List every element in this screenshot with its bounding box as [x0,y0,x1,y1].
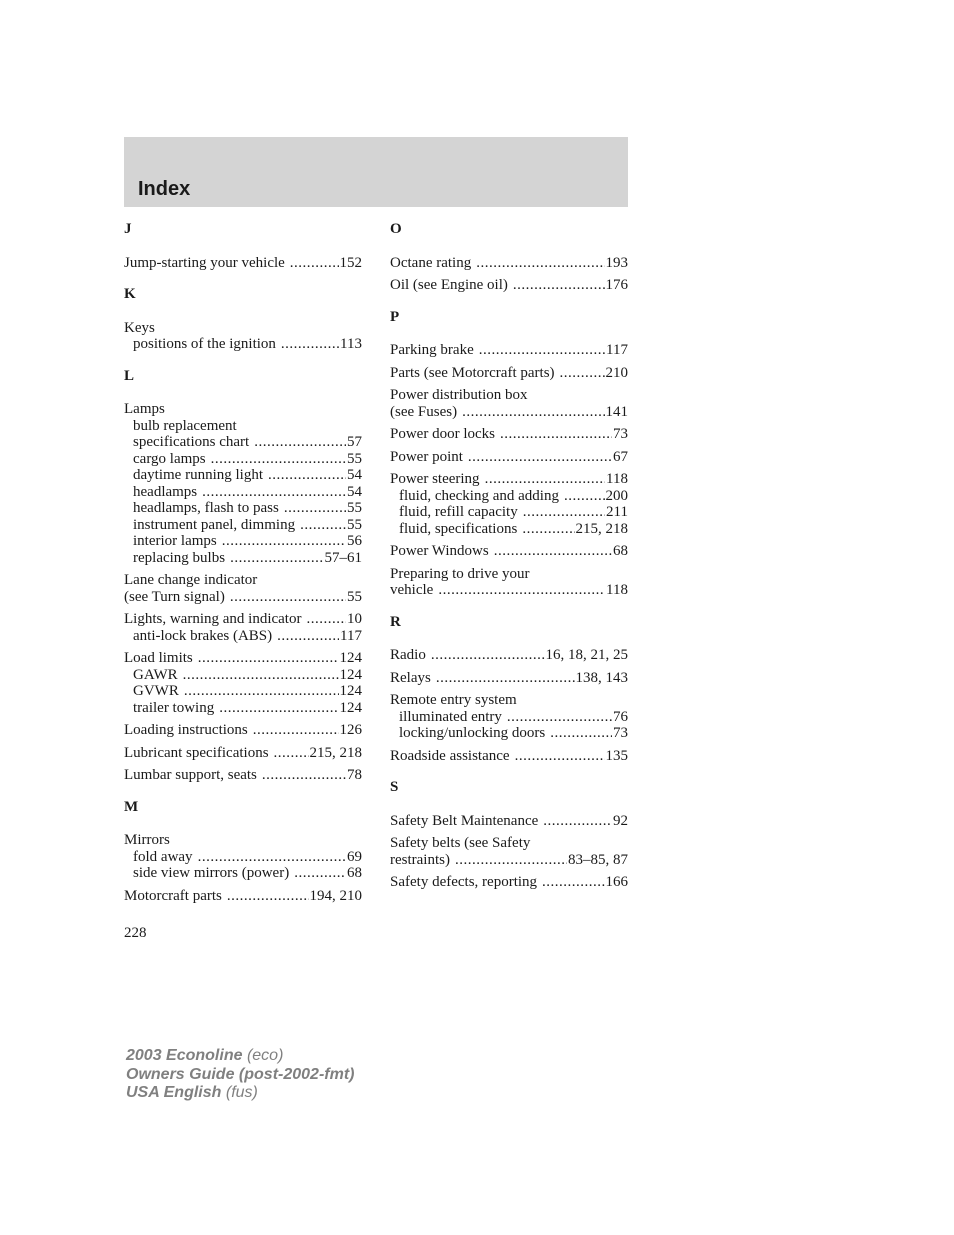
section-letter: R [390,613,401,630]
index-column-left [124,221,362,904]
index-entry [390,566,628,599]
page-reference: 124 [339,650,362,666]
page-reference: 200 [605,487,628,504]
page-reference: 56 [347,533,362,549]
index-subentry [124,628,362,645]
dot-leader [507,709,612,726]
page-reference: 55 [347,500,362,516]
index-line [390,670,628,687]
dot-leader [211,451,346,468]
dot-leader [268,467,346,484]
dot-leader [462,404,604,421]
index-section [390,779,628,891]
index-entry [390,874,628,891]
dot-leader [198,849,346,866]
index-entry [124,650,362,716]
index-line [390,404,628,421]
dot-leader [542,874,604,891]
index-entry [390,670,628,687]
entry-label: daytime running light [133,467,263,483]
dot-leader [300,517,346,534]
page-reference: 194, 210 [309,887,362,904]
entry-label: fluid, refill capacity [399,504,518,520]
dot-leader [253,722,339,739]
entry-label: anti-lock brakes (ABS) [133,627,273,644]
dot-leader [274,745,309,762]
page-reference: 10 [347,611,362,627]
index-subentry [390,709,628,726]
dot-leader [230,589,346,606]
page-reference: 215, 218 [309,744,362,761]
entry-label: Power steering [390,471,480,487]
index-line [390,582,628,599]
footer [126,1047,354,1103]
index-line [124,255,362,272]
index-entry [390,692,628,742]
entry-label: Radio [390,647,426,663]
index-subentry [124,500,362,517]
dot-leader [523,504,605,521]
index-entry [124,767,362,784]
entry-label: Safety defects, reporting [390,874,538,890]
page-reference: 55 [347,588,362,605]
index-line [390,426,628,443]
dot-leader [431,647,545,664]
dot-leader [284,500,346,517]
page-reference: 124 [339,683,362,699]
index-subentry [124,451,362,468]
header-bar [124,137,628,207]
page-reference: 67 [613,448,628,465]
dot-leader [468,449,612,466]
page-reference: 124 [339,666,362,683]
index-line [124,589,362,606]
entry-label: Jump-starting your vehicle [124,254,285,271]
index-entry [390,813,628,830]
section-letter: L [124,367,135,384]
dot-leader [438,582,605,599]
entry-label: side view mirrors (power) [133,865,290,881]
entry-label: illuminated entry [399,708,502,725]
dot-leader [494,543,612,560]
index-section [124,221,362,271]
index-entry [390,647,628,664]
dot-leader [262,767,346,784]
index-subentry [124,849,362,866]
index-subentry [124,484,362,501]
page-reference: 92 [613,812,628,829]
entry-label: Roadside assistance [390,747,510,764]
entry-label: replacing bulbs [133,549,226,566]
dot-leader [513,277,605,294]
index-line [390,748,628,765]
entry-label: fluid, checking and adding [399,487,559,504]
page-reference: 118 [606,582,628,598]
entry-label: Mirrors [124,832,170,848]
dot-leader [184,683,339,700]
entry-label: (see Turn signal) [124,588,225,605]
index-line [390,255,628,272]
page-reference: 69 [347,848,362,865]
page-reference: 141 [605,403,628,420]
index-subentry [124,700,362,717]
entry-label: Lane change indicator [124,572,258,588]
entry-label: Lumbar support, seats [124,767,257,783]
dot-leader [281,336,339,353]
page-reference: 166 [605,874,628,890]
index-section [124,368,362,784]
page-reference: 73 [613,426,628,442]
page-reference: 126 [339,722,362,738]
index-subentry [390,488,628,505]
index-entry [124,611,362,644]
dot-leader [522,521,574,538]
index-section [390,309,628,599]
dot-leader [198,650,339,667]
entry-label: Parking brake [390,342,474,358]
index-entry [124,572,362,605]
index-line [124,888,362,905]
entry-label: Lubricant specifications [124,744,269,761]
dot-leader [230,550,323,567]
index-subentry [124,467,362,484]
entry-label: interior lamps [133,533,217,549]
index-section [390,614,628,765]
index-line [124,745,362,762]
index-line [390,852,628,869]
index-section [390,221,628,294]
entry-label: Preparing to drive your [390,565,530,582]
dot-leader [436,670,575,687]
page-reference: 113 [340,336,362,352]
entry-label: Safety belts (see Safety [390,835,531,851]
section-letter: O [390,221,402,237]
dot-leader [543,813,612,830]
entry-label: Loading instructions [124,722,248,738]
index-line [390,835,628,852]
page-reference: 117 [340,627,362,644]
page-reference: 138, 143 [575,669,628,686]
index-entry [124,255,362,272]
entry-label: Lamps [124,401,165,417]
page-reference: 68 [347,865,362,881]
page-reference: 54 [347,467,362,483]
page-reference: 68 [613,543,628,559]
page-reference: 176 [605,277,628,293]
section-letter: J [124,221,132,237]
page-reference: 135 [605,747,628,764]
entry-label: vehicle [390,582,434,598]
index-line [124,832,362,849]
index-entry [390,255,628,272]
index-entry [124,401,362,566]
page-reference: 54 [347,483,362,500]
index-line [390,365,628,382]
dot-leader [294,865,346,882]
entry-label: Safety Belt Maintenance [390,812,539,829]
entry-label: locking/unlocking doors [399,725,546,741]
page-reference: 57–61 [324,549,362,566]
index-entry [390,342,628,359]
page-reference: 55 [347,516,362,533]
index-line [390,471,628,488]
index-subentry [124,550,362,567]
index-line [124,572,362,589]
page-reference: 73 [613,725,628,741]
index-subentry [390,521,628,538]
dot-leader [515,748,605,765]
entry-label: Load limits [124,650,193,666]
index-entry [390,365,628,382]
index-line [390,692,628,709]
dot-leader [476,255,604,272]
entry-label: Parts (see Motorcraft parts) [390,364,555,381]
dot-leader [254,434,346,451]
entry-label: Power Windows [390,543,489,559]
dot-leader [183,667,339,684]
index-line [390,566,628,583]
page-reference: 215, 218 [575,520,628,537]
index-line [124,320,362,337]
dot-leader [479,342,605,359]
page-title: Index [138,178,191,200]
entry-label: Remote entry system [390,692,517,708]
page-reference: 83–85, 87 [568,851,628,868]
index-entry [390,748,628,765]
page-number: 228 [124,925,147,941]
entry-label: Keys [124,319,155,336]
page-reference: 57 [347,434,362,450]
entry-label: fluid, specifications [399,520,518,537]
index-entry [124,888,362,905]
index-subentry [124,336,362,353]
footer-line: USA English (fus) [126,1084,258,1101]
footer-line: 2003 Econoline (eco) [126,1047,284,1064]
dot-leader [277,628,339,645]
index-subentry [124,517,362,534]
index-line [124,401,362,418]
index-subentry [124,434,362,451]
page-reference: 118 [606,471,628,487]
entry-label: Octane rating [390,254,472,271]
index-line [390,813,628,830]
index-entry [390,471,628,537]
dot-leader [219,700,338,717]
index-column-right [390,221,628,891]
page-reference: 76 [613,708,628,725]
entry-label: positions of the ignition [133,336,276,352]
dot-leader [290,255,339,272]
index-entry [124,745,362,762]
page-reference: 152 [339,254,362,271]
entry-label: Oil (see Engine oil) [390,277,508,293]
entry-label: specifications chart [133,434,250,450]
dot-leader [560,365,605,382]
entry-label: Lights, warning and indicator [124,611,302,627]
index-line [390,647,628,664]
page-reference: 124 [339,699,362,716]
index-subentry [124,418,362,435]
page-reference: 117 [606,342,628,358]
dot-leader [222,533,346,550]
index-line [390,387,628,404]
section-letter: S [390,779,399,795]
index-entry [390,277,628,294]
entry-label: fold away [133,848,193,865]
footer-line: Owners Guide (post-2002-fmt) [126,1065,355,1083]
dot-leader [202,484,346,501]
page-reference: 193 [605,254,628,271]
index-entry [124,832,362,882]
entry-label: Power distribution box [390,387,528,403]
index-entry [390,449,628,466]
section-letter: M [124,798,139,815]
page-reference: 55 [347,450,362,467]
page-reference: 16, 18, 21, 25 [545,647,628,663]
entry-label: trailer towing [133,699,215,716]
index-subentry [124,667,362,684]
entry-label: instrument panel, dimming [133,516,296,533]
index-line [124,650,362,667]
index-subentry [124,683,362,700]
section-letter: P [390,308,400,325]
dot-leader [550,725,612,742]
entry-label: bulb replacement [133,417,237,434]
entry-label: GVWR [133,683,179,699]
entry-label: GAWR [133,666,178,683]
index-entry [390,835,628,868]
page-reference: 211 [606,504,628,520]
index-subentry [390,725,628,742]
dot-leader [227,888,309,905]
index-section [124,799,362,905]
index-line [390,874,628,891]
dot-leader [485,471,605,488]
entry-label: Power door locks [390,426,495,442]
index-line [390,449,628,466]
index-subentry [124,533,362,550]
index-subentry [124,865,362,882]
page-reference: 78 [347,767,362,783]
entry-label: headlamps [133,483,198,500]
entry-label: restraints) [390,851,450,868]
section-letter: K [124,286,136,302]
index-line [390,543,628,560]
entry-label: Power point [390,448,463,465]
index-entry [390,543,628,560]
page-reference: 210 [605,364,628,381]
index-line [124,767,362,784]
index-line [124,722,362,739]
index-line [390,277,628,294]
index-line [390,342,628,359]
entry-label: headlamps, flash to pass [133,500,279,516]
index-section [124,286,362,353]
dot-leader [564,488,605,505]
entry-label: cargo lamps [133,450,206,467]
dot-leader [306,611,346,628]
dot-leader [500,426,612,443]
index-entry [124,722,362,739]
index-entry [124,320,362,353]
entry-label: Motorcraft parts [124,887,222,904]
entry-label: Relays [390,669,431,686]
index-line [124,611,362,628]
dot-leader [455,852,567,869]
entry-label: (see Fuses) [390,403,458,420]
index-entry [390,387,628,420]
index-entry [390,426,628,443]
index-subentry [390,504,628,521]
